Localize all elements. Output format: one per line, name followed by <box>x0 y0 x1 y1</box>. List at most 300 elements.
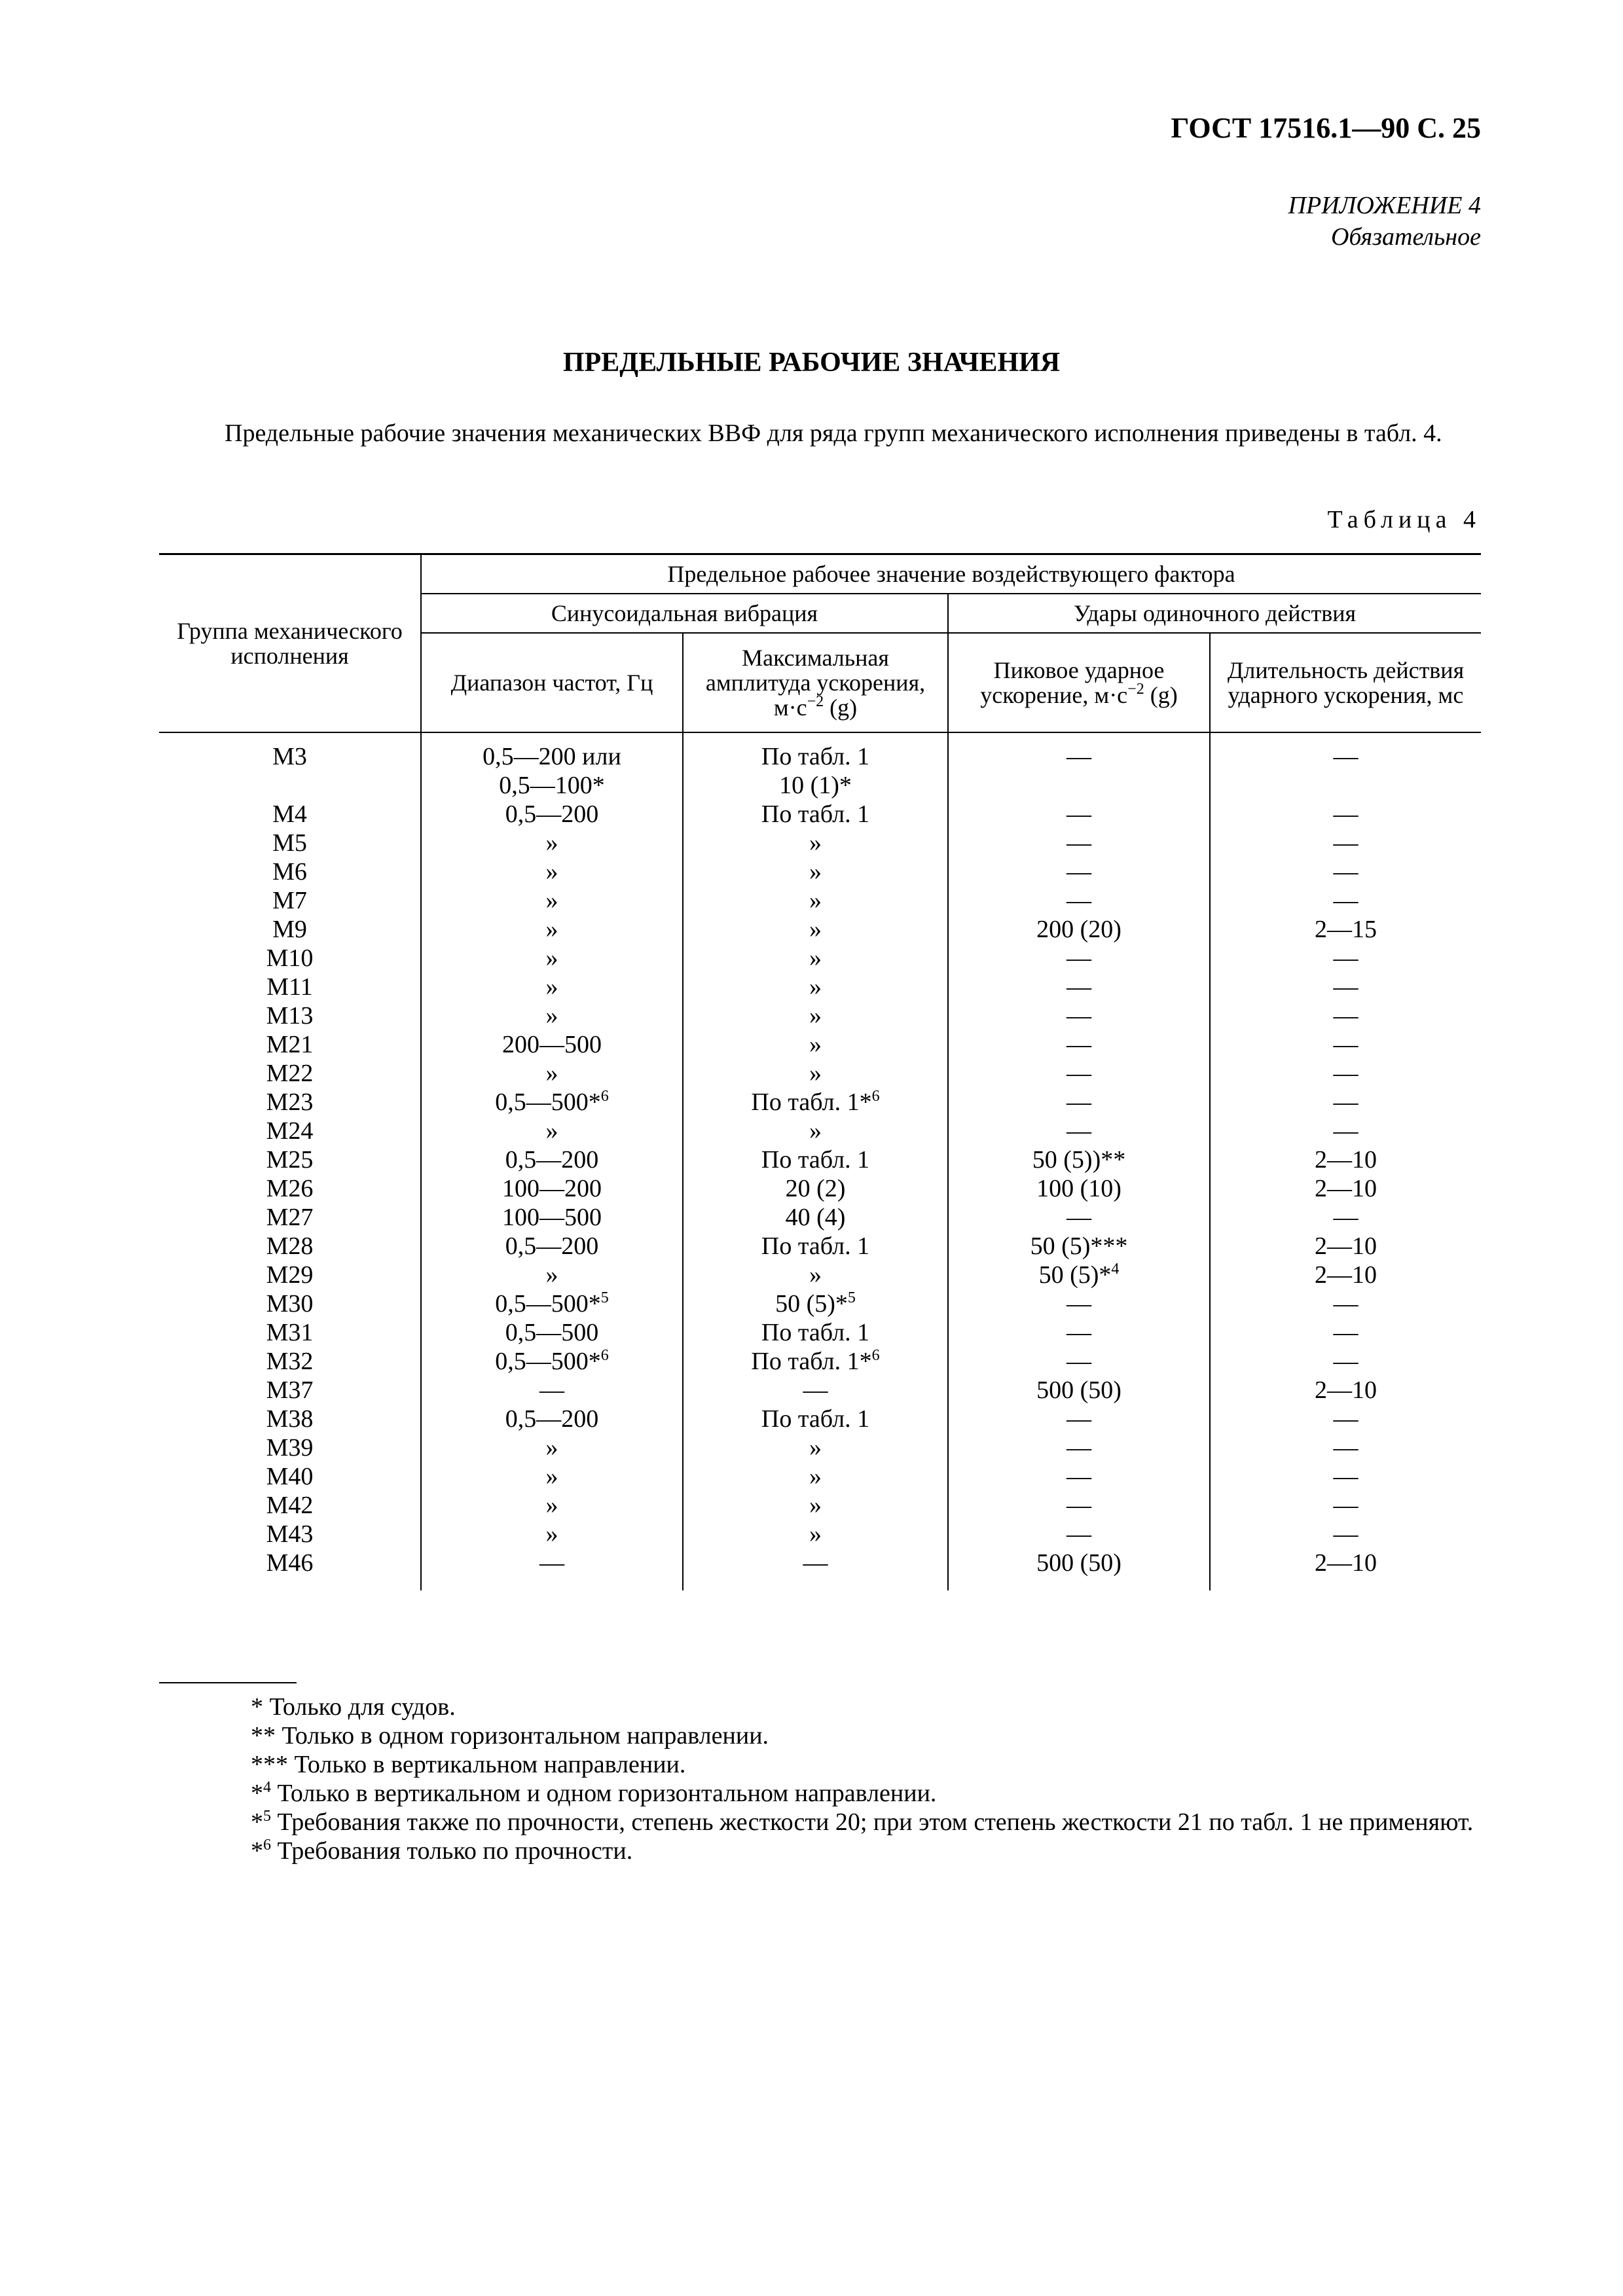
cell-amplitude <box>683 1203 948 1232</box>
cell-amplitude <box>683 1289 948 1318</box>
cell-frequency <box>421 1376 683 1405</box>
cell-frequency <box>421 1289 683 1318</box>
cell-amplitude-text: По табл. 1 <box>761 1232 870 1260</box>
cell-amplitude <box>683 1347 948 1376</box>
cell-peak-text: — <box>1067 1492 1091 1519</box>
cell-group <box>159 886 421 915</box>
table-row <box>159 829 1481 857</box>
table-row <box>159 1261 1481 1289</box>
cell-duration-text: — <box>1333 1204 1359 1231</box>
cell-frequency-text: » <box>545 916 558 943</box>
cell-frequency <box>421 915 683 944</box>
cell-peak-text: 50 (5)*** <box>1030 1232 1128 1260</box>
cell-duration <box>1210 829 1481 857</box>
cell-amplitude <box>683 1117 948 1145</box>
cell-peak <box>948 1462 1210 1491</box>
cell-peak-text: — <box>1067 829 1091 857</box>
cell-group-text: М23 <box>266 1088 314 1116</box>
cell-frequency <box>421 1030 683 1059</box>
cell-duration-text: — <box>1333 1348 1359 1375</box>
cell-amplitude-text: » <box>809 1463 822 1490</box>
cell-frequency <box>421 1520 683 1549</box>
cell-amplitude-text: » <box>809 1434 822 1462</box>
cell-peak <box>948 1347 1210 1376</box>
cell-duration <box>1210 1462 1481 1491</box>
cell-peak-text: — <box>1067 1204 1091 1231</box>
cell-duration <box>1210 1347 1481 1376</box>
table-row <box>159 1059 1481 1088</box>
cell-duration-text: 2—10 <box>1315 1232 1377 1260</box>
header-group: Группа механического исполнения <box>159 554 421 733</box>
page-title: ПРЕДЕЛЬНЫЕ РАБОЧИЕ ЗНАЧЕНИЯ <box>562 348 1061 378</box>
table-row <box>159 1117 1481 1145</box>
table-row <box>159 886 1481 915</box>
cell-group-text: М3 <box>272 743 307 770</box>
cell-peak <box>948 1491 1210 1520</box>
cell-duration <box>1210 1203 1481 1232</box>
cell-amplitude <box>683 1520 948 1549</box>
cell-group-text: М32 <box>266 1348 314 1375</box>
cell-frequency <box>421 1491 683 1520</box>
cell-peak <box>948 1145 1210 1174</box>
cell-peak <box>948 732 1210 771</box>
cell-group <box>159 1491 421 1520</box>
cell-group-text: М9 <box>272 916 307 943</box>
table-row <box>159 1405 1481 1433</box>
cell-peak-text: — <box>1067 887 1091 914</box>
cell-frequency-text: » <box>545 1117 558 1145</box>
cell-amplitude-text: 10 (1)* <box>779 772 852 799</box>
cell-frequency <box>421 1347 683 1376</box>
cell-group-text: М31 <box>266 1319 314 1346</box>
cell-group <box>159 1347 421 1376</box>
appendix-block <box>1288 190 1481 253</box>
cell-amplitude <box>683 1462 948 1491</box>
table-row <box>159 1232 1481 1261</box>
cell-peak <box>948 1376 1210 1405</box>
cell-peak <box>948 886 1210 915</box>
cell-frequency <box>421 1001 683 1030</box>
cell-frequency <box>421 829 683 857</box>
table-row <box>159 800 1481 829</box>
cell-group-text: М13 <box>266 1002 314 1030</box>
cell-peak-text: — <box>1067 800 1091 828</box>
cell-frequency-text: 0,5—500* <box>495 1348 601 1375</box>
cell-amplitude <box>683 886 948 915</box>
cell-amplitude <box>683 1059 948 1088</box>
cell-frequency-text: » <box>545 887 558 914</box>
cell-duration-text: — <box>1333 1002 1359 1030</box>
table-body <box>159 732 1481 1590</box>
cell-amplitude <box>683 1405 948 1433</box>
cell-peak <box>948 771 1210 800</box>
cell-frequency-text: » <box>545 1520 558 1548</box>
footnote-mark-number: 6 <box>263 1837 271 1854</box>
table-row <box>159 1462 1481 1491</box>
cell-peak-text: 500 (50) <box>1036 1376 1122 1404</box>
cell-frequency-text: » <box>545 1492 558 1519</box>
cell-group-text: М40 <box>266 1463 314 1490</box>
cell-peak-text: 500 (50) <box>1036 1549 1122 1577</box>
cell-group <box>159 1520 421 1549</box>
header-frequency-range: Диапазон частот, Гц <box>421 633 683 732</box>
table-row <box>159 1433 1481 1462</box>
cell-peak-footnote-ref: 4 <box>1111 1261 1120 1278</box>
cell-peak <box>948 1232 1210 1261</box>
cell-group <box>159 1059 421 1088</box>
cell-group-text: М5 <box>272 829 307 857</box>
cell-frequency-text: 0,5—200 <box>505 1232 599 1260</box>
cell-peak <box>948 1289 1210 1318</box>
footnote-text: Только в вертикальном и одном горизонтальном направлении. <box>271 1780 937 1807</box>
cell-amplitude-footnote-ref: 5 <box>847 1289 856 1306</box>
cell-group <box>159 1001 421 1030</box>
cell-group <box>159 1289 421 1318</box>
cell-duration-text: — <box>1333 973 1359 1001</box>
cell-group <box>159 1433 421 1462</box>
cell-duration-text: — <box>1333 944 1359 972</box>
cell-frequency-text: » <box>545 944 558 972</box>
cell-duration <box>1210 732 1481 771</box>
cell-amplitude-text: » <box>809 1117 822 1145</box>
cell-duration <box>1210 1376 1481 1405</box>
cell-group <box>159 857 421 886</box>
cell-peak <box>948 800 1210 829</box>
footnote-text: Только для судов. <box>263 1693 456 1721</box>
cell-group-text: М25 <box>266 1146 314 1174</box>
cell-frequency <box>421 1059 683 1088</box>
cell-duration <box>1210 944 1481 973</box>
cell-peak <box>948 1520 1210 1549</box>
cell-group <box>159 732 421 771</box>
cell-peak-text: 200 (20) <box>1036 916 1122 943</box>
cell-frequency <box>421 973 683 1001</box>
cell-amplitude-text: » <box>809 944 822 972</box>
cell-duration-text: — <box>1333 800 1359 828</box>
cell-group <box>159 1030 421 1059</box>
cell-amplitude-text: » <box>809 829 822 857</box>
footnote-mark: * <box>251 1693 263 1721</box>
cell-duration <box>1210 1289 1481 1318</box>
cell-amplitude-text: 50 (5)* <box>775 1290 848 1318</box>
footnote-text: Только в одном горизонтальном направлении. <box>276 1722 769 1749</box>
cell-frequency-text: » <box>545 829 558 857</box>
cell-peak <box>948 973 1210 1001</box>
cell-peak <box>948 1030 1210 1059</box>
cell-peak <box>948 1405 1210 1433</box>
cell-duration <box>1210 1117 1481 1145</box>
cell-duration <box>1210 771 1481 800</box>
cell-frequency-text: 0,5—500* <box>495 1290 601 1318</box>
cell-duration <box>1210 1145 1481 1174</box>
header-peak-acceleration <box>948 633 1210 732</box>
cell-duration <box>1210 1030 1481 1059</box>
cell-frequency-footnote-ref: 5 <box>600 1289 609 1306</box>
cell-frequency <box>421 1203 683 1232</box>
cell-amplitude-text: » <box>809 1031 822 1058</box>
cell-peak-text: 50 (5)* <box>1038 1261 1112 1289</box>
cell-amplitude <box>683 800 948 829</box>
table-row <box>159 1174 1481 1203</box>
cell-amplitude-text: » <box>809 1002 822 1030</box>
cell-amplitude <box>683 915 948 944</box>
header-max-amplitude <box>683 633 948 732</box>
cell-frequency-text: » <box>545 1261 558 1289</box>
cell-group <box>159 1462 421 1491</box>
table-row <box>159 771 1481 800</box>
header-peak-acceleration-unit: (g) <box>1144 682 1178 708</box>
cell-duration <box>1210 1405 1481 1433</box>
footnote <box>159 1779 1481 1808</box>
cell-duration <box>1210 857 1481 886</box>
table-row <box>159 1203 1481 1232</box>
cell-peak-text: — <box>1067 743 1091 770</box>
cell-group <box>159 1318 421 1347</box>
cell-duration-text: — <box>1333 1088 1359 1116</box>
cell-frequency-text: » <box>545 1463 558 1490</box>
cell-frequency-text: » <box>545 1434 558 1462</box>
cell-amplitude <box>683 1433 948 1462</box>
cell-amplitude-text: 40 (4) <box>785 1204 846 1231</box>
cell-group-text: М22 <box>266 1060 314 1087</box>
cell-amplitude-text: — <box>803 1549 828 1577</box>
cell-peak <box>948 944 1210 973</box>
cell-group <box>159 1174 421 1203</box>
cell-group <box>159 1376 421 1405</box>
cell-peak <box>948 1549 1210 1590</box>
table-row <box>159 857 1481 886</box>
cell-amplitude <box>683 944 948 973</box>
cell-frequency-text: — <box>539 1549 564 1577</box>
cell-group-text: М37 <box>266 1376 314 1404</box>
cell-group-text: М10 <box>266 944 314 972</box>
cell-peak <box>948 1261 1210 1289</box>
table-row <box>159 1347 1481 1376</box>
appendix-label: ПРИЛОЖЕНИЕ 4 <box>1288 192 1481 219</box>
footnote-mark-number: 5 <box>263 1808 271 1825</box>
cell-duration-text: — <box>1333 1319 1359 1346</box>
cell-peak-text: — <box>1067 1405 1091 1433</box>
cell-group <box>159 1088 421 1117</box>
cell-group-text: М30 <box>266 1290 314 1318</box>
cell-group <box>159 800 421 829</box>
footnote-mark: ** <box>251 1722 276 1749</box>
cell-amplitude <box>683 1088 948 1117</box>
cell-amplitude-text: — <box>803 1376 828 1404</box>
table-row <box>159 1491 1481 1520</box>
cell-frequency-text: » <box>545 973 558 1001</box>
cell-group <box>159 1261 421 1289</box>
table-row <box>159 1289 1481 1318</box>
cell-group <box>159 1117 421 1145</box>
cell-duration-text: 2—10 <box>1315 1146 1377 1174</box>
cell-amplitude-text: » <box>809 887 822 914</box>
cell-amplitude-text: » <box>809 973 822 1001</box>
cell-group <box>159 771 421 800</box>
cell-frequency-text: 0,5—500* <box>495 1088 601 1116</box>
cell-frequency-text: » <box>545 1060 558 1087</box>
cell-peak-text: — <box>1067 973 1091 1001</box>
cell-duration <box>1210 1433 1481 1462</box>
cell-amplitude-text: По табл. 1 <box>761 1405 870 1433</box>
cell-amplitude-text: По табл. 1 <box>761 1146 870 1174</box>
intro-paragraph: Предельные рабочие значения механических ВВФ для ряда групп механического исполнения приведены в табл. 4. <box>225 420 1442 447</box>
table-row <box>159 973 1481 1001</box>
cell-frequency <box>421 1232 683 1261</box>
cell-group-text: М38 <box>266 1405 314 1433</box>
table-row <box>159 1088 1481 1117</box>
cell-duration <box>1210 1174 1481 1203</box>
header-max-amplitude-text: Максимальная амплитуда ускорения, м·с <box>705 645 926 721</box>
appendix-status: Обязательное <box>1330 223 1481 251</box>
table-row <box>159 1030 1481 1059</box>
cell-frequency <box>421 1462 683 1491</box>
header-factor: Предельное рабочее значение воздействующего фактора <box>421 554 1481 594</box>
cell-amplitude-footnote-ref: 6 <box>871 1088 880 1105</box>
table-row <box>159 1001 1481 1030</box>
table-row <box>159 732 1481 771</box>
cell-duration <box>1210 1232 1481 1261</box>
cell-amplitude-text: По табл. 1* <box>751 1088 872 1116</box>
cell-amplitude <box>683 1318 948 1347</box>
cell-frequency-footnote-ref: 6 <box>600 1088 609 1105</box>
cell-amplitude <box>683 1491 948 1520</box>
cell-frequency-text: 0,5—200 <box>505 1405 599 1433</box>
cell-peak <box>948 915 1210 944</box>
table-row <box>159 915 1481 944</box>
cell-peak-text: 50 (5))** <box>1032 1146 1126 1174</box>
cell-peak <box>948 1001 1210 1030</box>
table-row <box>159 944 1481 973</box>
table-row <box>159 1145 1481 1174</box>
cell-amplitude <box>683 1261 948 1289</box>
cell-duration-text: — <box>1333 887 1359 914</box>
table-row <box>159 1376 1481 1405</box>
cell-frequency <box>421 1174 683 1203</box>
cell-peak-text: — <box>1067 858 1091 886</box>
cell-group-text: М28 <box>266 1232 314 1260</box>
cell-group-text: М6 <box>272 858 307 886</box>
header-single-shocks: Удары одиночного действия <box>948 594 1481 633</box>
cell-peak-text: — <box>1067 1031 1091 1058</box>
cell-duration <box>1210 1549 1481 1590</box>
cell-group <box>159 1405 421 1433</box>
cell-group <box>159 829 421 857</box>
cell-frequency <box>421 1433 683 1462</box>
cell-duration <box>1210 1059 1481 1088</box>
cell-peak <box>948 1088 1210 1117</box>
cell-peak <box>948 1059 1210 1088</box>
cell-frequency <box>421 732 683 771</box>
cell-frequency-text: 100—500 <box>502 1204 602 1231</box>
cell-group-text: М39 <box>266 1434 314 1462</box>
footnote <box>159 1808 1481 1837</box>
table-row <box>159 1549 1481 1590</box>
cell-group <box>159 1232 421 1261</box>
cell-amplitude <box>683 1232 948 1261</box>
cell-peak-text: — <box>1067 1520 1091 1548</box>
cell-amplitude <box>683 1174 948 1203</box>
cell-duration-text: — <box>1333 1492 1359 1519</box>
header-max-amplitude-exp: −2 <box>807 693 824 710</box>
cell-duration-text: — <box>1333 1060 1359 1087</box>
cell-duration <box>1210 1520 1481 1549</box>
table-row <box>159 1520 1481 1549</box>
footnote-text: Требования только по прочности. <box>271 1837 633 1865</box>
cell-group <box>159 973 421 1001</box>
cell-group-text: М43 <box>266 1520 314 1548</box>
footnote-text: Только в вертикальном направлении. <box>288 1751 686 1778</box>
cell-amplitude-text: » <box>809 1492 822 1519</box>
cell-group-text: М26 <box>266 1175 314 1202</box>
cell-peak <box>948 1433 1210 1462</box>
document-reference: ГОСТ 17516.1—90 С. 25 <box>1171 112 1481 144</box>
cell-amplitude-text: По табл. 1 <box>761 743 870 770</box>
cell-peak-text: — <box>1067 1463 1091 1490</box>
cell-group-text: М24 <box>266 1117 314 1145</box>
cell-group-text: М4 <box>272 800 307 828</box>
cell-peak-text: — <box>1067 1319 1091 1346</box>
cell-group <box>159 1203 421 1232</box>
header-max-amplitude-unit: (g) <box>824 694 858 721</box>
cell-peak-text: — <box>1067 1434 1091 1462</box>
cell-peak <box>948 1203 1210 1232</box>
table-row <box>159 1318 1481 1347</box>
cell-duration-text: — <box>1333 1434 1359 1462</box>
cell-peak-text: — <box>1067 1290 1091 1318</box>
cell-peak-text: 100 (10) <box>1036 1175 1122 1202</box>
footnote-mark: * <box>251 1837 263 1865</box>
cell-duration <box>1210 1318 1481 1347</box>
footnote-text: Требования также по прочности, степень жесткости 20; при этом степень жесткости 21 по табл. 1 не применяют. <box>271 1808 1474 1836</box>
cell-frequency-text: 0,5—200 или <box>483 743 621 770</box>
cell-frequency <box>421 886 683 915</box>
cell-frequency-text: » <box>545 1002 558 1030</box>
cell-frequency <box>421 857 683 886</box>
footnote-divider <box>159 1682 297 1683</box>
cell-frequency <box>421 1261 683 1289</box>
cell-frequency <box>421 1145 683 1174</box>
cell-duration <box>1210 886 1481 915</box>
footnote <box>159 1693 1481 1721</box>
cell-frequency-text: — <box>539 1376 564 1404</box>
footnote-mark: *** <box>251 1751 288 1778</box>
cell-amplitude <box>683 1376 948 1405</box>
cell-amplitude <box>683 771 948 800</box>
cell-group-text: М42 <box>266 1492 314 1519</box>
cell-amplitude-text: » <box>809 858 822 886</box>
cell-duration-text: — <box>1333 1520 1359 1548</box>
cell-peak <box>948 857 1210 886</box>
cell-duration-text: 2—10 <box>1315 1376 1377 1404</box>
footnote-mark: * <box>251 1808 263 1836</box>
cell-amplitude-text: По табл. 1 <box>761 1319 870 1346</box>
cell-frequency <box>421 1117 683 1145</box>
footnote-mark-number: 4 <box>263 1779 271 1796</box>
cell-amplitude <box>683 1145 948 1174</box>
cell-frequency-text: 200—500 <box>502 1031 602 1058</box>
cell-frequency-footnote-ref: 6 <box>600 1347 609 1364</box>
header-peak-acceleration-text: Пиковое ударное ускорение, м·с <box>980 657 1165 708</box>
cell-group-text: М7 <box>272 887 307 914</box>
cell-duration-text: — <box>1333 1405 1359 1433</box>
cell-group-text: М11 <box>266 973 313 1001</box>
cell-peak <box>948 1318 1210 1347</box>
cell-amplitude <box>683 1030 948 1059</box>
cell-peak-text: — <box>1067 1117 1091 1145</box>
cell-group <box>159 944 421 973</box>
cell-peak-text: — <box>1067 1088 1091 1116</box>
